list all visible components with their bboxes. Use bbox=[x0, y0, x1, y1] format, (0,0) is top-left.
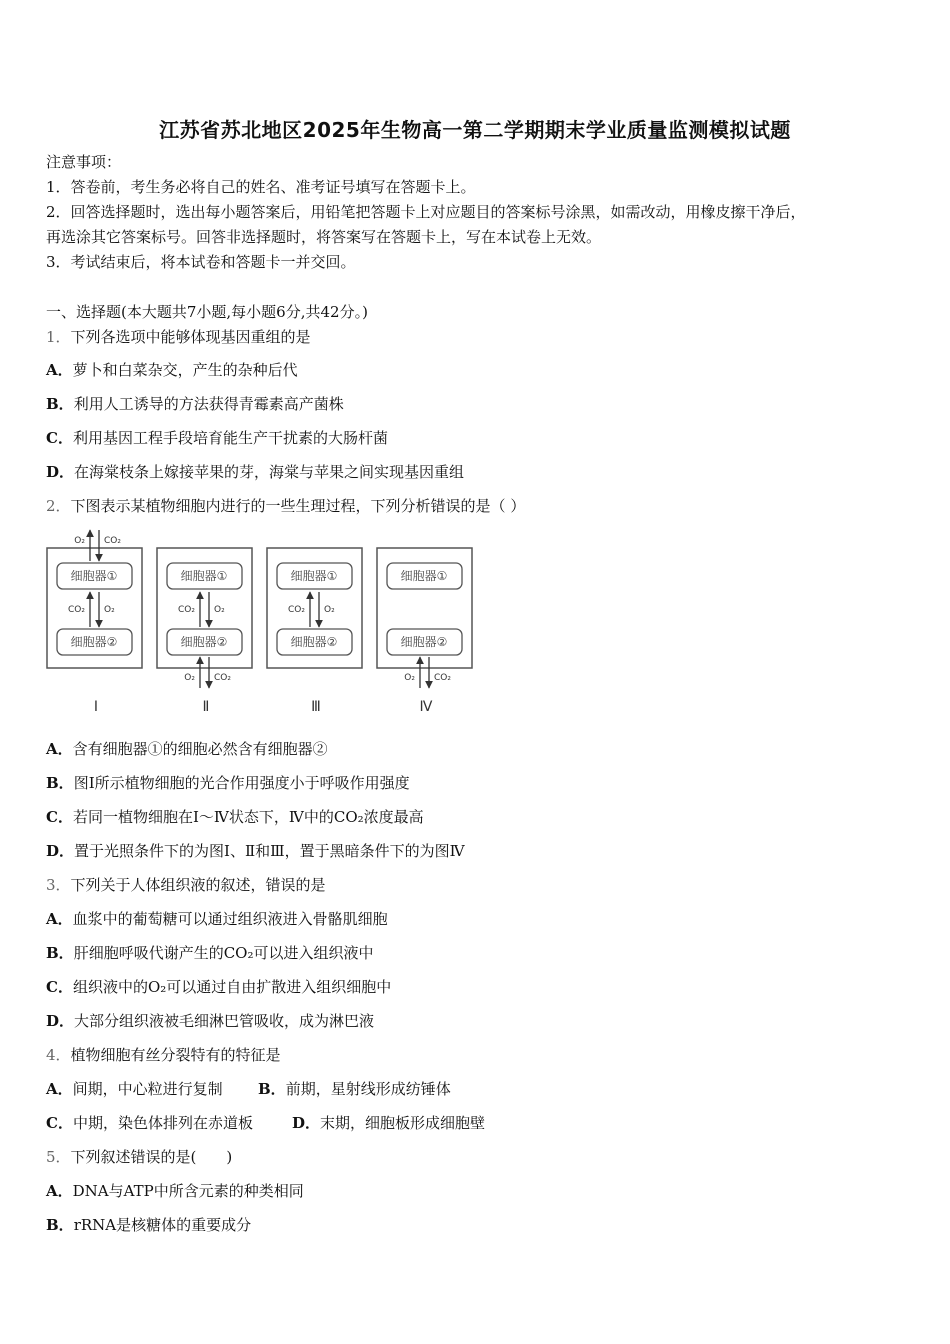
o2-label: O₂ bbox=[324, 605, 335, 615]
co2-label: CO₂ bbox=[178, 605, 195, 615]
organelle-2-label: 细胞器② bbox=[400, 635, 448, 649]
option-label: D． bbox=[46, 1012, 75, 1030]
organelle-gas-exchange-diagram bbox=[44, 528, 484, 722]
cell-outline bbox=[267, 548, 362, 668]
option-label: A． bbox=[46, 740, 73, 758]
option-text: 利用基因工程手段培育能生产干扰素的大肠杆菌 bbox=[72, 429, 388, 447]
option-label: D． bbox=[292, 1114, 321, 1132]
option-c bbox=[46, 1113, 253, 1133]
organelle-2-label: 细胞器② bbox=[180, 635, 228, 649]
question-number: 4． bbox=[46, 1046, 71, 1064]
option-text: 末期，细胞板形成细胞壁 bbox=[320, 1114, 486, 1132]
option-label: C． bbox=[46, 808, 73, 826]
option-label: B． bbox=[46, 774, 74, 792]
option-text: 血浆中的葡萄糖可以通过组织液进入骨骼肌细胞 bbox=[72, 910, 388, 928]
co2-label: CO₂ bbox=[434, 673, 451, 683]
question-number: 2． bbox=[46, 497, 71, 515]
option-d bbox=[46, 1011, 374, 1031]
cell-outline bbox=[157, 548, 252, 668]
option-text: 大部分组织液被毛细淋巴管吸收，成为淋巴液 bbox=[74, 1012, 375, 1030]
option-label: A． bbox=[46, 1080, 73, 1098]
option-label: C． bbox=[46, 1114, 73, 1132]
option-text: 含有细胞器①的细胞必然含有细胞器② bbox=[72, 740, 328, 758]
question-2-stem bbox=[46, 496, 525, 516]
panel-4 bbox=[377, 548, 472, 715]
option-label: B． bbox=[46, 395, 74, 413]
option-text: 肝细胞呼吸代谢产生的CO₂可以进入组织液中 bbox=[73, 944, 374, 962]
question-1-stem bbox=[46, 327, 311, 347]
question-number: 3． bbox=[46, 876, 71, 894]
panel-1 bbox=[47, 530, 142, 715]
co2-label: CO₂ bbox=[104, 536, 121, 546]
question-text: 下列各选项中能够体现基因重组的是 bbox=[70, 328, 311, 346]
o2-label: O₂ bbox=[184, 673, 195, 683]
option-text: 置于光照条件下的为图Ⅰ、Ⅱ和Ⅲ，置于黑暗条件下的为图Ⅳ bbox=[74, 842, 465, 860]
o2-label: O₂ bbox=[104, 605, 115, 615]
question-4-stem bbox=[46, 1045, 281, 1065]
option-b bbox=[46, 943, 373, 963]
option-c bbox=[46, 428, 388, 448]
option-d bbox=[292, 1113, 485, 1133]
option-label: C． bbox=[46, 429, 73, 447]
option-c bbox=[46, 807, 424, 827]
option-text: rRNA是核糖体的重要成分 bbox=[73, 1216, 252, 1234]
option-a bbox=[46, 739, 328, 759]
option-label: A． bbox=[46, 910, 73, 928]
option-text: 间期，中心粒进行复制 bbox=[72, 1080, 223, 1098]
co2-label: CO₂ bbox=[214, 673, 231, 683]
option-d bbox=[46, 462, 464, 482]
option-text: 中期，染色体排列在赤道板 bbox=[72, 1114, 253, 1132]
notice-item: 1．答卷前，考生务必将自己的姓名、准考证号填写在答题卡上。 bbox=[46, 178, 476, 196]
page-title: 江苏省苏北地区2025年生物高一第二学期期末学业质量监测模拟试题 bbox=[159, 118, 791, 142]
option-label: B． bbox=[46, 944, 74, 962]
option-label: A． bbox=[46, 1182, 73, 1200]
organelle-2-label: 细胞器② bbox=[70, 635, 118, 649]
co2-label: CO₂ bbox=[288, 605, 305, 615]
notice-item: 再选涂其它答案标号。回答非选择题时，将答案写在答题卡上，写在本试卷上无效。 bbox=[46, 228, 602, 246]
cell-outline bbox=[377, 548, 472, 668]
option-a bbox=[46, 1079, 223, 1099]
panel-label: Ⅰ bbox=[93, 699, 99, 715]
option-a bbox=[46, 909, 388, 929]
option-label: D． bbox=[46, 842, 75, 860]
question-5-stem bbox=[46, 1147, 232, 1167]
question-text: 下列关于人体组织液的叙述，错误的是 bbox=[70, 876, 326, 894]
organelle-1-label: 细胞器① bbox=[400, 569, 448, 583]
option-text: 萝卜和白菜杂交，产生的杂种后代 bbox=[72, 361, 298, 379]
o2-label: O₂ bbox=[214, 605, 225, 615]
co2-label: CO₂ bbox=[68, 605, 85, 615]
option-text: 在海棠枝条上嫁接苹果的芽，海棠与苹果之间实现基因重组 bbox=[74, 463, 465, 481]
panel-label: Ⅲ bbox=[311, 699, 321, 715]
option-text: 利用人工诱导的方法获得青霉素高产菌株 bbox=[73, 395, 344, 413]
option-b bbox=[46, 394, 344, 414]
panel-label: Ⅱ bbox=[202, 699, 210, 715]
question-text: 下图表示某植物细胞内进行的一些生理过程，下列分析错误的是（ ） bbox=[70, 497, 526, 515]
organelle-1-label: 细胞器① bbox=[70, 569, 118, 583]
panel-3 bbox=[267, 548, 362, 715]
o2-label: O₂ bbox=[74, 536, 85, 546]
section-heading: 一、选择题(本大题共7小题,每小题6分,共42分。) bbox=[46, 303, 368, 321]
question-number: 1． bbox=[46, 328, 71, 346]
question-text: 植物细胞有丝分裂特有的特征是 bbox=[70, 1046, 281, 1064]
option-label: B． bbox=[258, 1080, 286, 1098]
option-label: B． bbox=[46, 1216, 74, 1234]
option-b bbox=[46, 1215, 251, 1235]
panel-label: Ⅳ bbox=[419, 699, 433, 715]
notice-item: 3．考试结束后，将本试卷和答题卡一并交回。 bbox=[46, 253, 356, 271]
o2-label: O₂ bbox=[404, 673, 415, 683]
question-number: 5． bbox=[46, 1148, 71, 1166]
option-text: DNA与ATP中所含元素的种类相同 bbox=[72, 1182, 304, 1200]
option-b bbox=[258, 1079, 451, 1099]
panel-2 bbox=[157, 548, 252, 715]
organelle-1-label: 细胞器① bbox=[180, 569, 228, 583]
organelle-1-label: 细胞器① bbox=[290, 569, 338, 583]
notice-item: 2．回答选择题时，选出每小题答案后，用铅笔把答题卡上对应题目的答案标号涂黑，如需改动，用橡皮擦干净后， bbox=[46, 203, 806, 221]
question-3-stem bbox=[46, 875, 326, 895]
option-d bbox=[46, 841, 465, 861]
option-label: A． bbox=[46, 361, 73, 379]
option-label: C． bbox=[46, 978, 73, 996]
option-text: 组织液中的O₂可以通过自由扩散进入组织细胞中 bbox=[72, 978, 392, 996]
option-a bbox=[46, 360, 298, 380]
option-text: 若同一植物细胞在Ⅰ～Ⅳ状态下，Ⅳ中的CO₂浓度最高 bbox=[72, 808, 424, 826]
option-text: 前期，星射线形成纺锤体 bbox=[285, 1080, 451, 1098]
option-a bbox=[46, 1181, 304, 1201]
cell-outline bbox=[47, 548, 142, 668]
notice-heading: 注意事项： bbox=[46, 153, 122, 171]
question-text: 下列叙述错误的是( ) bbox=[70, 1148, 233, 1166]
organelle-2-label: 细胞器② bbox=[290, 635, 338, 649]
option-text: 图Ⅰ所示植物细胞的光合作用强度小于呼吸作用强度 bbox=[73, 774, 410, 792]
option-label: D． bbox=[46, 463, 75, 481]
option-b bbox=[46, 773, 410, 793]
option-c bbox=[46, 977, 391, 997]
